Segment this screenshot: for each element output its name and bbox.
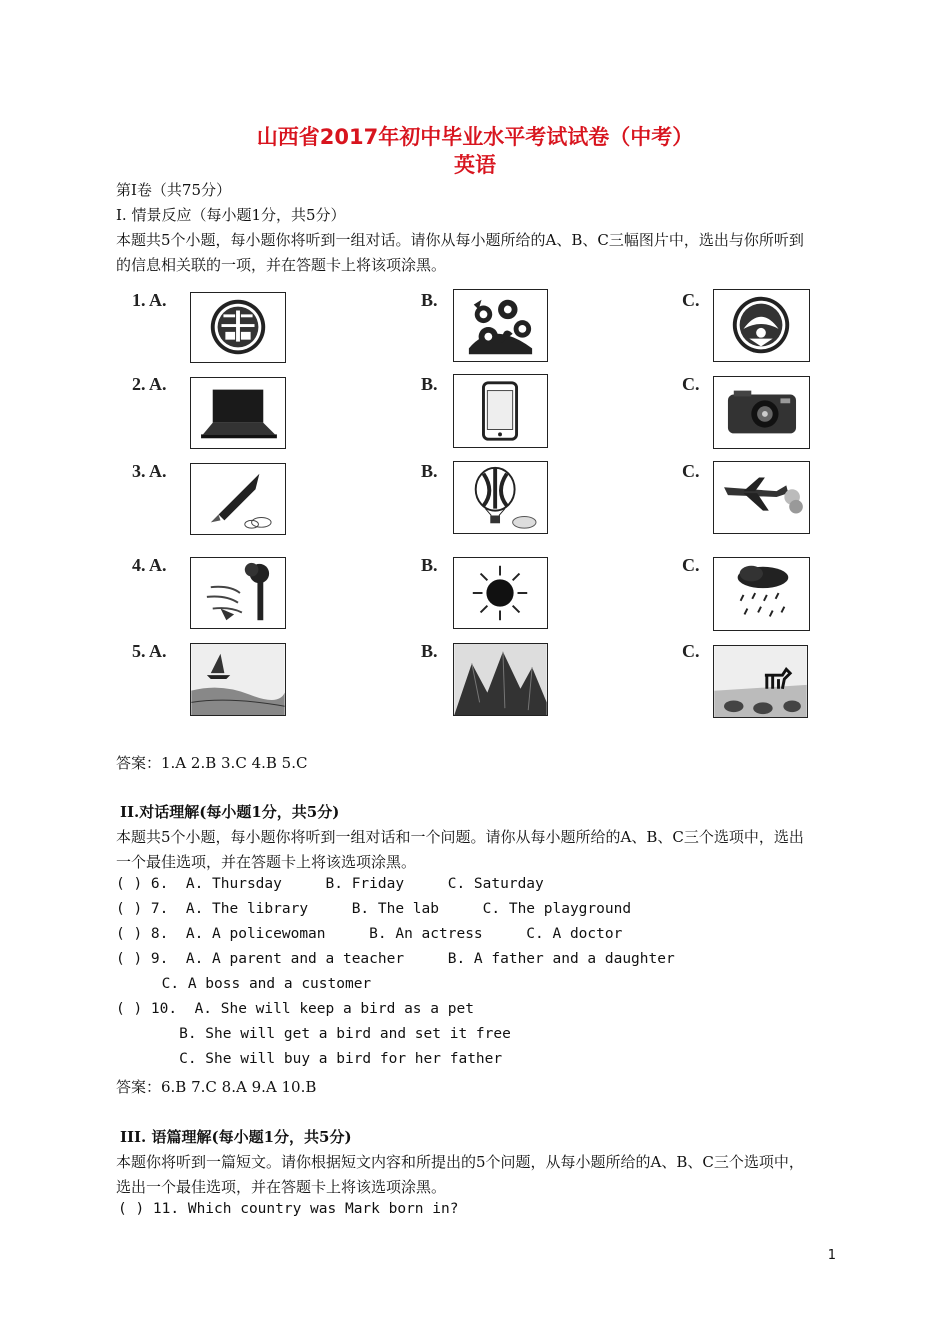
q5-option-a-label: 5. A. xyxy=(132,641,167,661)
section3-heading: III. 语篇理解(每小题1分，共5分) xyxy=(120,1128,352,1146)
camera-icon[interactable] xyxy=(713,376,810,449)
rain-cloud-icon[interactable] xyxy=(713,557,810,631)
q1-option-c-label: C. xyxy=(682,290,700,310)
section2-answer: 答案：6.B 7.C 8.A 9.A 10.B xyxy=(116,1078,317,1096)
section1-answer: 答案：1.A 2.B 3.C 4.B 5.C xyxy=(116,754,308,772)
section2-instruction: 本题共5个小题，每小题你将听到一组对话和一个问题。请你从每小题所给的A、B、C三个选项中，选出 xyxy=(116,828,804,846)
smartphone-icon[interactable] xyxy=(453,374,548,448)
question-10: ( ) 10. A. She will keep a bird as a pet xyxy=(116,1001,474,1017)
q3-option-a-label: 3. A. xyxy=(132,461,167,481)
section1-instruction: 本题共5个小题，每小题你将听到一组对话。请你从每小题所给的A、B、C三幅图片中，选出与你所听到 xyxy=(116,231,804,249)
laptop-icon[interactable] xyxy=(190,377,286,449)
airplane-icon[interactable] xyxy=(713,461,810,534)
section3-instruction-cont: 选出一个最佳选项，并在答题卡上将该选项涂黑。 xyxy=(116,1178,447,1196)
section1-instruction-cont: 的信息相关联的一项，并在答题卡上将该项涂黑。 xyxy=(116,256,447,274)
question-6: ( ) 6. A. Thursday B. Friday C. Saturday xyxy=(116,876,544,892)
section2-instruction-cont: 一个最佳选项，并在答题卡上将该选项涂黑。 xyxy=(116,853,417,871)
windy-tree-icon[interactable] xyxy=(190,557,286,629)
desert-horse-icon[interactable] xyxy=(713,645,808,718)
q2-option-a-label: 2. A. xyxy=(132,374,167,394)
q1-option-a-label: 1. A. xyxy=(132,290,167,310)
q3-option-c-label: C. xyxy=(682,461,700,481)
question-11: ( ) 11. Which country was Mark born in? xyxy=(118,1201,459,1217)
paper-cut-round-pattern-icon[interactable] xyxy=(713,289,810,362)
hot-air-balloon-icon[interactable] xyxy=(453,461,548,534)
question-8: ( ) 8. A. A policewoman B. An actress C. A doctor xyxy=(116,926,623,942)
q1-option-b-label: B. xyxy=(421,290,438,310)
question-7: ( ) 7. A. The library B. The lab C. The playground xyxy=(116,901,632,917)
seaside-sailboat-icon[interactable] xyxy=(190,643,286,716)
paper-cut-double-happiness-icon[interactable] xyxy=(190,292,286,363)
q4-option-b-label: B. xyxy=(421,555,438,575)
question-10-option-b: B. She will get a bird and set it free xyxy=(118,1026,511,1042)
q4-option-c-label: C. xyxy=(682,555,700,575)
sun-icon[interactable] xyxy=(453,557,548,629)
q2-option-b-label: B. xyxy=(421,374,438,394)
q5-option-c-label: C. xyxy=(682,641,700,661)
q5-option-b-label: B. xyxy=(421,641,438,661)
rocket-icon[interactable] xyxy=(190,463,286,535)
mountains-icon[interactable] xyxy=(453,643,548,716)
exam-title: 山西省2017年初中毕业水平考试试卷（中考） xyxy=(256,125,694,149)
section1-heading: I. 情景反应（每小题1分，共5分） xyxy=(116,206,346,224)
volume-label: 第Ⅰ卷（共75分） xyxy=(116,181,232,199)
exam-subject: 英语 xyxy=(454,153,496,177)
question-9-option-c: C. A boss and a customer xyxy=(118,976,372,992)
q4-option-a-label: 4. A. xyxy=(132,555,167,575)
paper-cut-flowers-icon[interactable] xyxy=(453,289,548,362)
page-number: 1 xyxy=(827,1248,836,1263)
section3-instruction: 本题你将听到一篇短文。请你根据短文内容和所提出的5个问题，从每小题所给的A、B、C三个选项中， xyxy=(116,1153,804,1171)
q3-option-b-label: B. xyxy=(421,461,438,481)
question-9: ( ) 9. A. A parent and a teacher B. A father and a daughter xyxy=(116,951,675,967)
q2-option-c-label: C. xyxy=(682,374,700,394)
section2-heading: II.对话理解(每小题1分，共5分) xyxy=(120,803,340,821)
question-10-option-c: C. She will buy a bird for her father xyxy=(118,1051,503,1067)
